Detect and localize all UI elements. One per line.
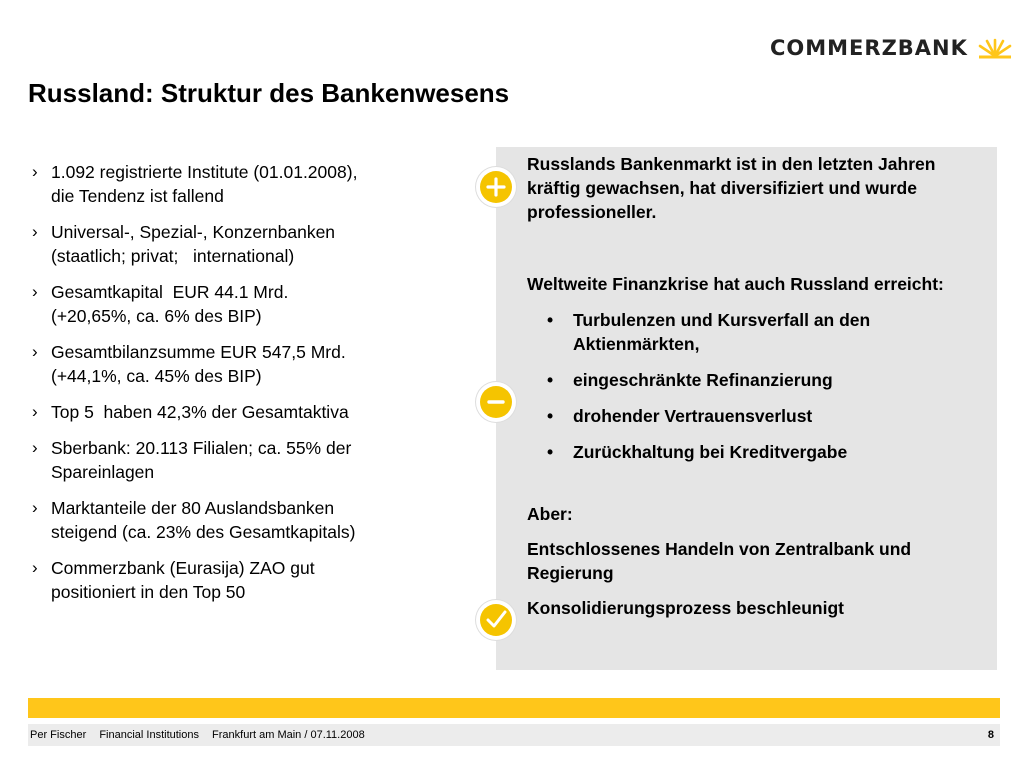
- brand-bar: [28, 698, 1000, 718]
- commerzbank-logo: [770, 36, 1014, 60]
- chevron-right-icon: ›: [32, 438, 38, 457]
- list-item: › Gesamtbilanzsumme EUR 547,5 Mrd. (+44,1%, ca. 45% des BIP): [32, 342, 346, 386]
- list-item: • eingeschränkte Refinanzierung: [547, 370, 833, 390]
- key-facts-list: [32, 160, 432, 616]
- page-title: Russland: Struktur des Bankenwesens: [28, 78, 510, 108]
- minus-marker: [476, 382, 516, 422]
- risk-list: [527, 308, 967, 464]
- footer: [28, 724, 1000, 746]
- chevron-right-icon: ›: [32, 162, 38, 181]
- list-item: › Universal-, Spezial-, Konzernbanken (staatlich; privat; international): [32, 222, 336, 266]
- chevron-right-icon: ›: [32, 558, 38, 577]
- footer-author: Per Fischer: [30, 729, 87, 741]
- action-item: Konsolidierungsprozess beschleunigt: [527, 598, 844, 618]
- positive-statement: Russlands Bankenmarkt ist in den letzten Jahren kräftig gewachsen, hat diversifiziert und wurde professioneller.: [527, 154, 936, 222]
- chevron-right-icon: ›: [32, 282, 38, 301]
- list-item: › Sberbank: 20.113 Filialen; ca. 55% der Spareinlagen: [32, 438, 352, 482]
- ribbon-icon: [976, 36, 1014, 60]
- list-item: › Commerzbank (Eurasija) ZAO gut positioniert in den Top 50: [32, 558, 315, 602]
- plus-icon: [486, 177, 506, 197]
- page-number: 8: [987, 729, 994, 741]
- negative-intro: Weltweite Finanzkrise hat auch Russland erreicht:: [527, 274, 944, 294]
- list-item: › Top 5 haben 42,3% der Gesamtaktiva: [32, 402, 349, 422]
- footer-department: Financial Institutions: [99, 729, 199, 741]
- list-item: • Turbulenzen und Kursverfall an den Aktienmärkten,: [547, 310, 871, 354]
- list-item: • drohender Vertrauensverlust: [547, 406, 813, 426]
- list-item: › Gesamtkapital EUR 44.1 Mrd. (+20,65%, ca. 6% des BIP): [32, 282, 289, 326]
- check-icon: [485, 609, 507, 631]
- footer-place-date: Frankfurt am Main / 07.11.2008: [212, 729, 365, 741]
- aber-label: Aber:: [527, 504, 573, 524]
- chevron-right-icon: ›: [32, 342, 38, 361]
- logo-text: COMMERZBANK: [770, 36, 968, 60]
- check-marker: [476, 600, 516, 640]
- chevron-right-icon: ›: [32, 222, 38, 241]
- plus-marker: [476, 167, 516, 207]
- list-item: › Marktanteile der 80 Auslandsbanken steigend (ca. 23% des Gesamtkapitals): [32, 498, 356, 542]
- assessment-content: [527, 152, 967, 620]
- chevron-right-icon: ›: [32, 402, 38, 421]
- minus-icon: [486, 392, 506, 412]
- chevron-right-icon: ›: [32, 498, 38, 517]
- list-item: › 1.092 registrierte Institute (01.01.2008), die Tendenz ist fallend: [32, 162, 358, 206]
- action-item: Entschlossenes Handeln von Zentralbank und Regierung: [527, 539, 912, 583]
- list-item: • Zurückhaltung bei Kreditvergabe: [547, 442, 848, 462]
